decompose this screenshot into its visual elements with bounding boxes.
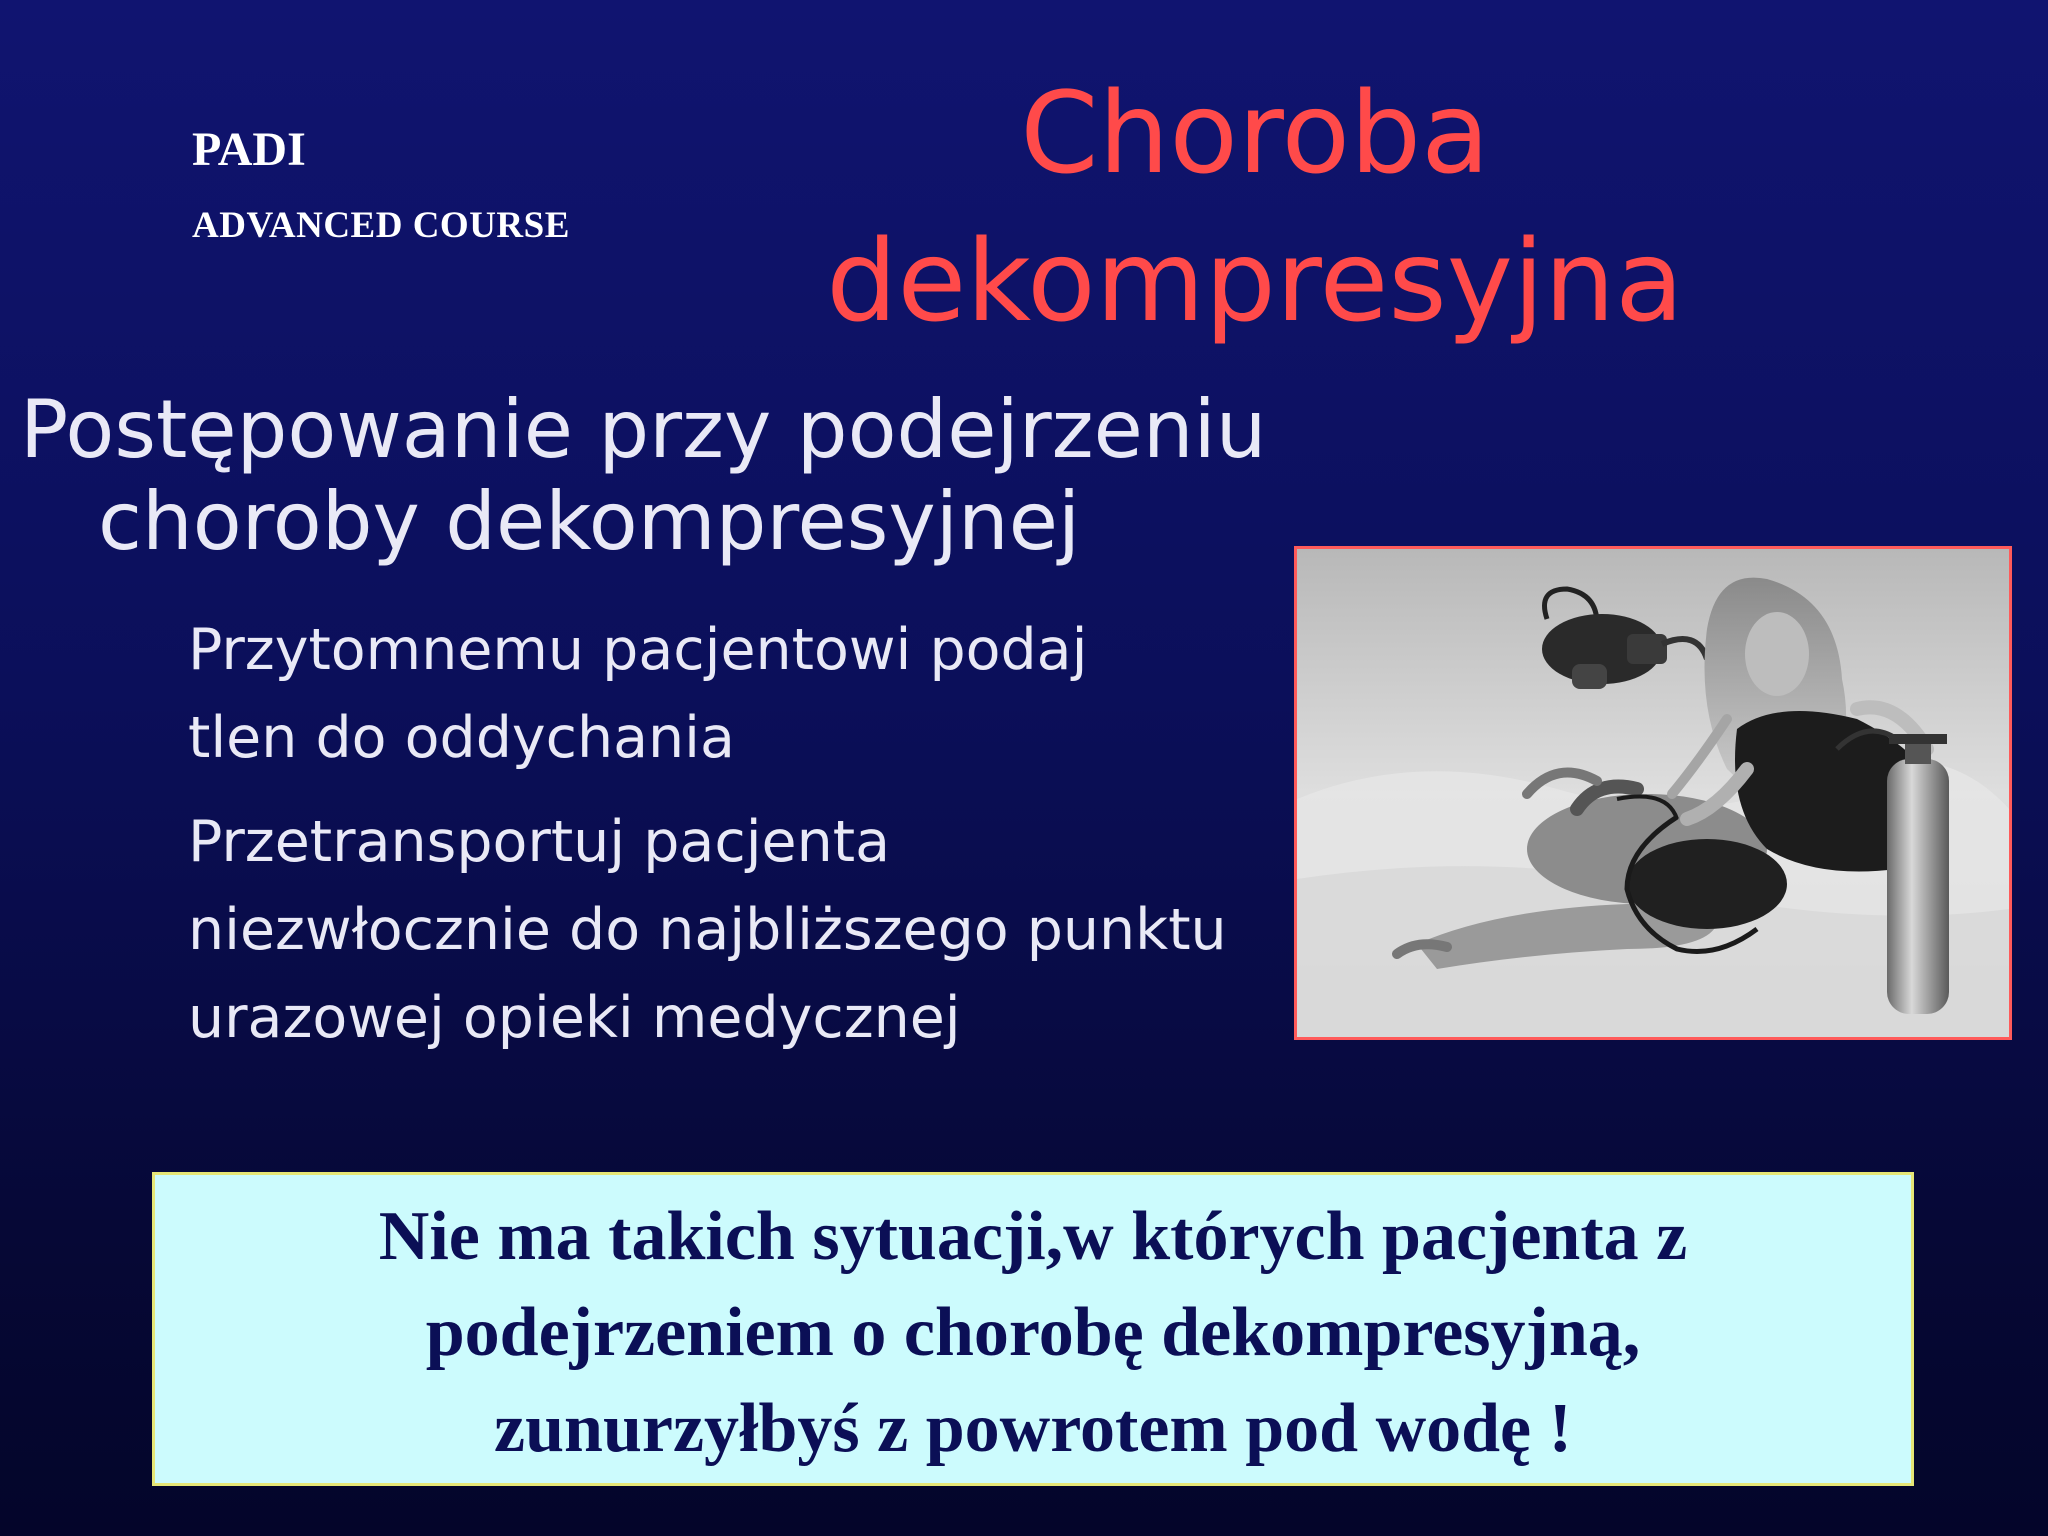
bullet-line: Przetransportuj pacjenta [188,809,891,875]
oxygen-first-aid-photo [1294,546,2012,1040]
slide-title-line-2: dekompresyjna [826,217,1684,347]
bullet-line: Przytomnemu pacjentowi podaj [188,617,1088,683]
photo-illustration [1297,549,2009,1037]
warning-note [152,1172,1914,1486]
slide-title [780,60,1730,356]
brand-name: PADI [192,123,306,176]
warning-note-line: zunurzyłbyś z powrotem pod wodę ! [494,1390,1572,1467]
bullet-line: tlen do oddychania [188,705,735,771]
bullet-list [188,606,1308,1078]
section-heading-line-1: Postępowanie przy podejrzeniu [20,383,1267,476]
slide-title-line-1: Choroba [1020,69,1490,199]
bullet-line: niezwłocznie do najbliższego punktu [188,897,1227,963]
bullet-item [188,606,1308,782]
brand-course: ADVANCED COURSE [192,205,570,246]
section-heading [20,384,1320,568]
warning-note-line: podejrzeniem o chorobę dekompresyjną, [425,1294,1641,1371]
brand-block [192,120,570,248]
bullet-line: urazowej opieki medycznej [188,985,961,1051]
bullet-item [188,798,1308,1062]
section-heading-line-2: choroby dekompresyjnej [98,475,1081,568]
warning-note-line: Nie ma takich sytuacji,w których pacjenta z [378,1198,1688,1275]
